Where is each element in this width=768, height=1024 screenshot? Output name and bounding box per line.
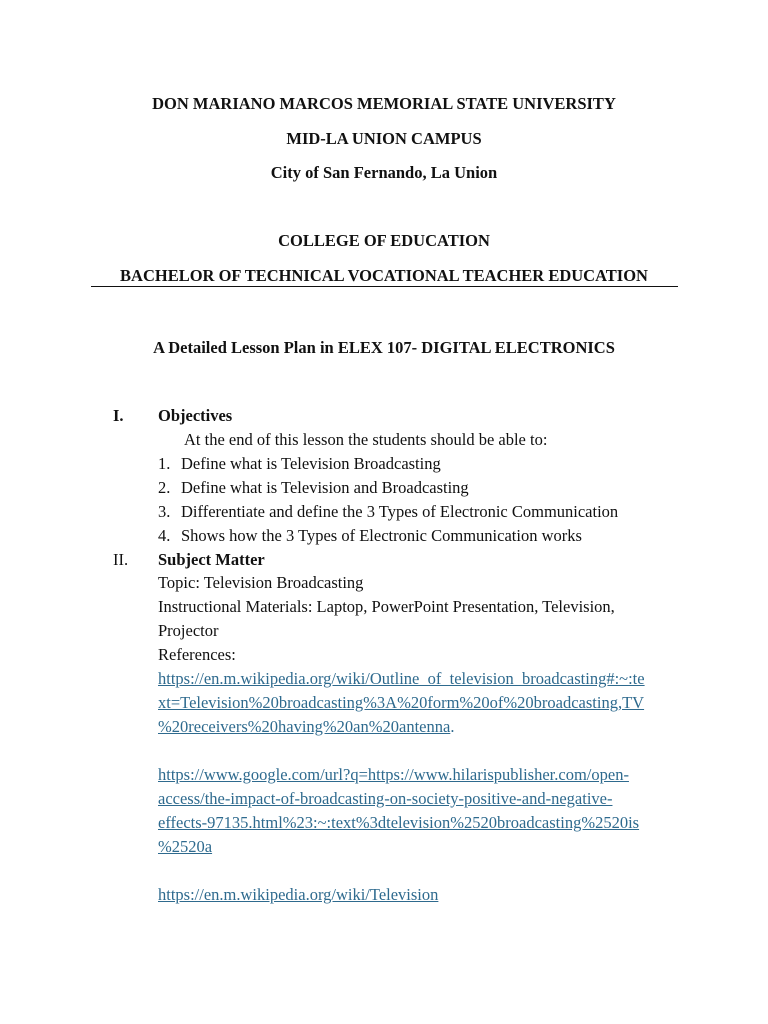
campus-location: City of San Fernando, La Union (270, 163, 498, 182)
reference-link-2[interactable]: https://www.google.com/url?q=https://www.hilarispublisher.com/open- (158, 765, 629, 784)
campus-name: MID-LA UNION CAMPUS (286, 129, 482, 148)
reference-link-1-text[interactable]: %20receivers%20having%20an%20antenna (158, 717, 451, 736)
program-name: BACHELOR OF TECHNICAL VOCATIONAL TEACHER EDUCATION (120, 266, 648, 285)
reference-link-1[interactable]: https://en.m.wikipedia.org/wiki/Outline_of_television_broadcasting#:~:te (158, 669, 645, 688)
section-heading-subject-matter: Subject Matter (158, 550, 265, 569)
section-numeral-subject-matter: II. (113, 550, 129, 569)
objective-item-number: 1. (158, 454, 171, 473)
header-divider (91, 286, 678, 287)
objective-item-number: 4. (158, 526, 171, 545)
reference-link-1[interactable]: xt=Television%20broadcasting%3A%20form%20of%20broadcasting,TV (158, 693, 645, 712)
reference-link-1[interactable] (158, 717, 454, 737)
objective-item-text: Define what is Television and Broadcasting (181, 478, 469, 497)
reference-link-2[interactable]: access/the-impact-of-broadcasting-on-society-positive-and-negative- (158, 789, 613, 808)
objective-item-text: Shows how the 3 Types of Electronic Communication works (181, 526, 582, 545)
university-name: DON MARIANO MARCOS MEMORIAL STATE UNIVERSITY (152, 94, 616, 113)
section-numeral-objectives: I. (113, 406, 124, 425)
references-label: References: (158, 645, 236, 664)
reference-link-2[interactable]: effects-97135.html%23:~:text%3dtelevision%2520broadcasting%2520is (158, 813, 640, 832)
reference-link-3[interactable]: https://en.m.wikipedia.org/wiki/Television (158, 885, 439, 904)
objectives-intro: At the end of this lesson the students should be able to: (184, 430, 548, 449)
instructional-materials-continued: Projector (158, 621, 219, 640)
section-heading-objectives: Objectives (158, 406, 233, 425)
reference-link-2[interactable]: %2520a (158, 837, 213, 856)
reference-1-period: . (450, 717, 455, 736)
college-name: COLLEGE OF EDUCATION (278, 231, 490, 250)
objective-item-number: 3. (158, 502, 171, 521)
lesson-plan-title: A Detailed Lesson Plan in ELEX 107- DIGITAL ELECTRONICS (153, 338, 615, 357)
objective-item-text: Differentiate and define the 3 Types of Electronic Communication (181, 502, 619, 521)
objective-item-text: Define what is Television Broadcasting (181, 454, 441, 473)
objective-item-number: 2. (158, 478, 171, 497)
instructional-materials: Instructional Materials: Laptop, PowerPoint Presentation, Television, (158, 597, 615, 616)
subject-topic: Topic: Television Broadcasting (158, 573, 364, 592)
